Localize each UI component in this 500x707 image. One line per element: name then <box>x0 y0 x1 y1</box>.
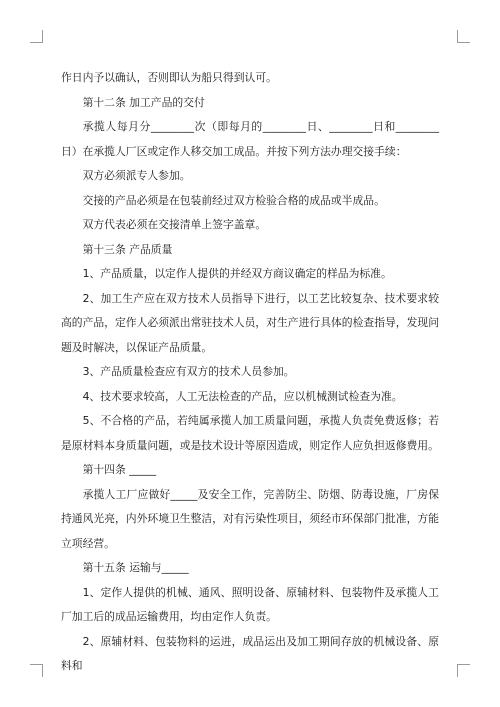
article-14-heading: 第十四条 _____ <box>82 463 157 476</box>
paragraph-continued: 作日内予以确认，否则即认为船只得到认可。 <box>61 71 277 84</box>
paragraph: 3、产品质量检查应有双方的技术人员参加。 <box>82 365 295 378</box>
crop-mark-top-left <box>30 30 43 43</box>
article-13-heading: 第十三条 产品质量 <box>82 242 173 256</box>
paragraph: 2、原辅材料、包装物料的运进，成品运出及加工期间存放的机械设备、原料和 <box>61 634 439 672</box>
crop-mark-bottom-left <box>30 664 43 677</box>
paragraph: 双方必须派专人参加。 <box>82 169 191 182</box>
paragraph: 1、定作人提供的机械、通风、照明设备、原辅材料、包装物件及承揽人工厂加工后的成品运输费用，均由定作人负责。 <box>61 585 439 623</box>
paragraph: 5、不合格的产品，若纯属承揽人加工质量问题，承揽人负责免费返修；若是原材料本身质量问题，或是技术设计等原因造成，则定作人应负担返修费用。 <box>61 414 439 452</box>
crop-mark-bottom-right <box>457 664 470 677</box>
paragraph: 承揽人每月分________次（即每月的________日、________日和________日）在承揽人厂区或定作人移交加工成品。并按下列方法办理交接手续： <box>61 120 439 158</box>
article-12-heading: 第十二条 加工产品的交付 <box>82 95 205 109</box>
crop-mark-top-right <box>457 30 470 43</box>
paragraph: 双方代表必须在交接清单上签字盖章。 <box>82 218 267 231</box>
paragraph: 1、产品质量，以定作人提供的并经双方商议确定的样品为标准。 <box>82 267 392 280</box>
article-15-heading: 第十五条 运输与_____ <box>82 561 189 574</box>
paragraph: 2、加工生产应在双方技术人员指导下进行，以工艺比较复杂、技术要求较高的产品，定作人必须派出常驻技术人员，对生产进行具体的检查指导，发现问题及时解决，以保证产品质量。 <box>61 291 439 354</box>
paragraph: 交接的产品必须是在包装前经过双方检验合格的成品或半成品。 <box>82 193 385 207</box>
paragraph: 4、技术要求较高，人工无法检查的产品，应以机械测试检查为准。 <box>82 389 403 403</box>
paragraph: 承揽人工厂应做好_____及安全工作，完善防尘、防烟、防毒设施，厂房保持通风光亮，内外环境卫生整洁，对有污染性项目，须经市环保部门批准，方能立项经营。 <box>61 487 439 550</box>
document-body <box>61 66 439 679</box>
